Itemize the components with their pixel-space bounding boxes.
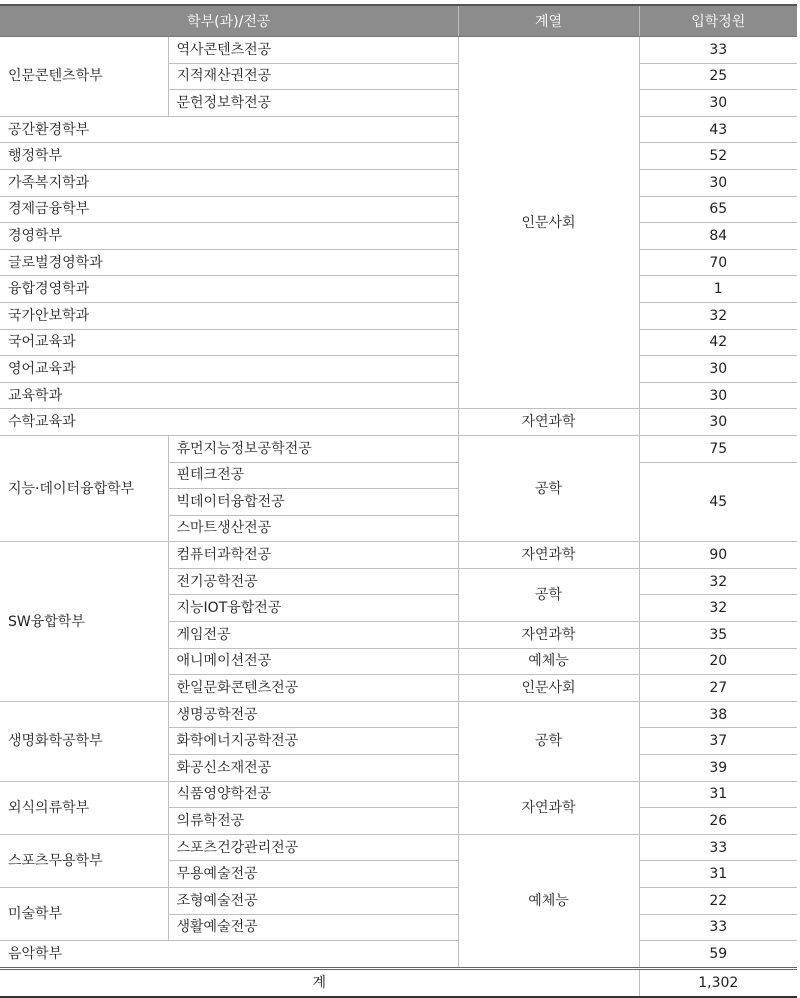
major-name: 생활예술전공	[168, 914, 458, 941]
quota-cell: 90	[639, 542, 797, 569]
quota-cell: 42	[639, 329, 797, 356]
quota-cell: 22	[639, 888, 797, 915]
table-row	[0, 356, 797, 383]
dept-name: 인문콘텐츠학부	[0, 37, 168, 117]
dept-name: 행정학부	[0, 143, 458, 170]
quota-cell: 45	[639, 462, 797, 542]
table-row	[0, 542, 797, 569]
dept-name: SW융합학부	[0, 542, 168, 702]
total-label: 계	[0, 968, 639, 997]
field-cell: 예체능	[458, 648, 639, 675]
major-name: 무용예술전공	[168, 861, 458, 888]
quota-cell: 52	[639, 143, 797, 170]
dept-name: 스포츠무용학부	[0, 834, 168, 887]
quota-cell: 30	[639, 90, 797, 117]
quota-cell: 30	[639, 169, 797, 196]
quota-cell: 33	[639, 37, 797, 64]
quota-cell: 70	[639, 249, 797, 276]
dept-name: 생명화학공학부	[0, 701, 168, 781]
table-row	[0, 701, 797, 728]
quota-cell: 32	[639, 568, 797, 595]
quota-cell: 31	[639, 861, 797, 888]
quota-cell: 59	[639, 941, 797, 969]
dept-name: 융합경영학과	[0, 276, 458, 303]
dept-name: 가족복지학과	[0, 169, 458, 196]
quota-cell: 30	[639, 382, 797, 409]
quota-cell: 32	[639, 302, 797, 329]
table-row	[0, 223, 797, 250]
quota-cell: 1	[639, 276, 797, 303]
field-cell: 인문사회	[458, 675, 639, 702]
field-cell: 공학	[458, 435, 639, 541]
major-name: 스포츠건강관리전공	[168, 834, 458, 861]
quota-cell: 75	[639, 435, 797, 462]
field-cell: 공학	[458, 568, 639, 621]
quota-cell: 38	[639, 701, 797, 728]
major-name: 한일문화콘텐츠전공	[168, 675, 458, 702]
field-cell: 공학	[458, 701, 639, 781]
quota-cell: 37	[639, 728, 797, 755]
quota-cell: 43	[639, 116, 797, 143]
field-cell: 인문사회	[458, 37, 639, 409]
header-dept: 학부(과)/전공	[0, 5, 458, 37]
quota-cell: 31	[639, 781, 797, 808]
major-name: 식품영양학전공	[168, 781, 458, 808]
quota-cell: 26	[639, 808, 797, 835]
field-cell: 자연과학	[458, 622, 639, 649]
major-name: 화공신소재전공	[168, 755, 458, 782]
total-row	[0, 968, 797, 997]
field-cell: 자연과학	[458, 409, 639, 436]
table-row	[0, 834, 797, 861]
table-row	[0, 941, 797, 969]
quota-cell: 27	[639, 675, 797, 702]
header-field: 계열	[458, 5, 639, 37]
table-row	[0, 116, 797, 143]
dept-name: 경제금융학부	[0, 196, 458, 223]
dept-name: 수학교육과	[0, 409, 458, 436]
quota-cell: 25	[639, 63, 797, 90]
field-cell: 예체능	[458, 834, 639, 968]
dept-name: 영어교육과	[0, 356, 458, 383]
table-row	[0, 781, 797, 808]
table-row	[0, 169, 797, 196]
major-name: 생명공학전공	[168, 701, 458, 728]
header-quota: 입학정원	[639, 5, 797, 37]
field-cell: 자연과학	[458, 542, 639, 569]
table-row	[0, 329, 797, 356]
major-name: 빅데이터융합전공	[168, 489, 458, 516]
table-row	[0, 143, 797, 170]
major-name: 휴먼지능정보공학전공	[168, 435, 458, 462]
major-name: 문헌정보학전공	[168, 90, 458, 117]
major-name: 스마트생산전공	[168, 515, 458, 542]
dept-name: 외식의류학부	[0, 781, 168, 834]
header-row	[0, 5, 797, 37]
dept-name: 지능·데이터융합학부	[0, 435, 168, 541]
quota-cell: 33	[639, 914, 797, 941]
admission-quota-table	[0, 4, 797, 998]
quota-cell: 33	[639, 834, 797, 861]
quota-cell: 65	[639, 196, 797, 223]
quota-cell: 32	[639, 595, 797, 622]
table-row	[0, 382, 797, 409]
table-row	[0, 302, 797, 329]
dept-name: 글로벌경영학과	[0, 249, 458, 276]
quota-cell: 20	[639, 648, 797, 675]
quota-cell: 39	[639, 755, 797, 782]
major-name: 의류학전공	[168, 808, 458, 835]
dept-name: 국어교육과	[0, 329, 458, 356]
total-quota: 1,302	[639, 968, 797, 997]
dept-name: 경영학부	[0, 223, 458, 250]
quota-cell: 30	[639, 409, 797, 436]
major-name: 애니메이션전공	[168, 648, 458, 675]
major-name: 핀테크전공	[168, 462, 458, 489]
major-name: 지능IOT융합전공	[168, 595, 458, 622]
dept-name: 교육학과	[0, 382, 458, 409]
major-name: 전기공학전공	[168, 568, 458, 595]
quota-cell: 35	[639, 622, 797, 649]
major-name: 역사콘텐츠전공	[168, 37, 458, 64]
dept-name: 미술학부	[0, 888, 168, 941]
quota-cell: 30	[639, 356, 797, 383]
major-name: 컴퓨터과학전공	[168, 542, 458, 569]
field-cell: 자연과학	[458, 781, 639, 834]
major-name: 지적재산권전공	[168, 63, 458, 90]
table-row	[0, 435, 797, 462]
dept-name: 음악학부	[0, 941, 458, 969]
table-row	[0, 888, 797, 915]
dept-name: 국가안보학과	[0, 302, 458, 329]
major-name: 조형예술전공	[168, 888, 458, 915]
major-name: 게임전공	[168, 622, 458, 649]
major-name: 화학에너지공학전공	[168, 728, 458, 755]
dept-name: 공간환경학부	[0, 116, 458, 143]
table-row	[0, 409, 797, 436]
table-row	[0, 276, 797, 303]
quota-cell: 84	[639, 223, 797, 250]
table-row	[0, 249, 797, 276]
table-row	[0, 37, 797, 64]
table-row	[0, 196, 797, 223]
